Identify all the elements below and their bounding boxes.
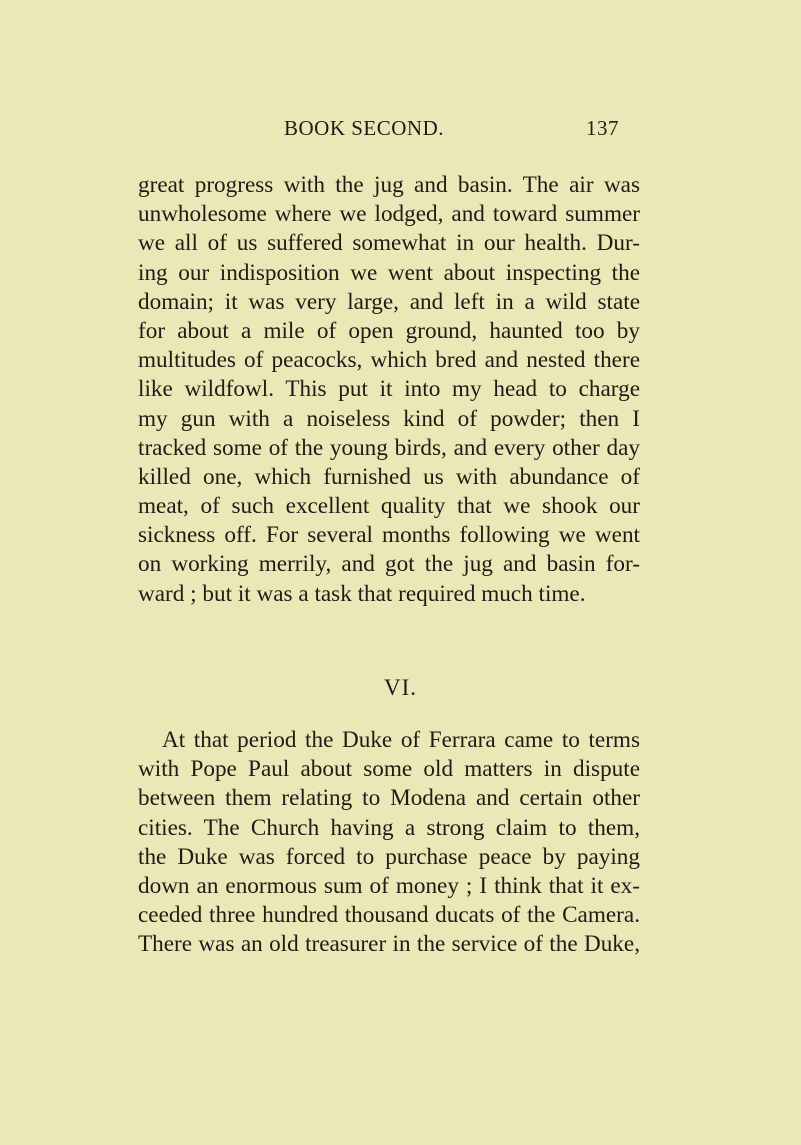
text-line: my gun with a noiseless kind of powder; then I (138, 405, 640, 432)
text-line: meat, of such excellent quality that we shook our (138, 493, 640, 520)
text-line: ing our indisposition we went about inspecting the (138, 259, 640, 286)
page-number: 137 (586, 116, 619, 140)
text-line: on working merrily, and got the jug and basin for- (138, 551, 640, 578)
text-line: great progress with the jug and basin. The air was (138, 172, 640, 198)
running-title: BOOK SECOND. (284, 116, 445, 140)
text-line: cities. The Church having a strong claim to them, (138, 814, 640, 841)
text-line: down an enormous sum of money ; I think that it ex- (138, 872, 640, 899)
text-line: sickness off. For several months following we went (138, 522, 640, 549)
text-line: the Duke was forced to purchase peace by paying (138, 843, 640, 870)
text-line: multitudes of peacocks, which bred and nested there (138, 347, 640, 374)
text-line: for about a mile of open ground, haunted too by (138, 317, 640, 344)
text-line: between them relating to Modena and certain other (138, 785, 640, 812)
text-line: tracked some of the young birds, and every other day (138, 434, 640, 461)
text-line: with Pope Paul about some old matters in dispute (138, 756, 640, 783)
text-line: At that period the Duke of Ferrara came to terms (162, 727, 640, 753)
text-line: ward ; but it was a task that required much time. (138, 580, 586, 607)
text-line: unwholesome where we lodged, and toward summer (138, 201, 640, 228)
text-line: killed one, which furnished us with abundance of (138, 463, 640, 490)
text-line: There was an old treasurer in the service of the Duke, (138, 931, 640, 958)
text-line: we all of us suffered somewhat in our health. Dur- (138, 230, 640, 257)
text-line: like wildfowl. This put it into my head to charge (138, 376, 640, 403)
running-head (0, 116, 801, 146)
text-line: ceeded three hundred thousand ducats of the Camera. (138, 902, 640, 929)
paragraph-section-six (138, 726, 640, 960)
section-number: VI. (383, 675, 418, 700)
text-line: domain; it was very large, and left in a wild state (138, 288, 640, 315)
paragraph-continuation (138, 171, 640, 609)
